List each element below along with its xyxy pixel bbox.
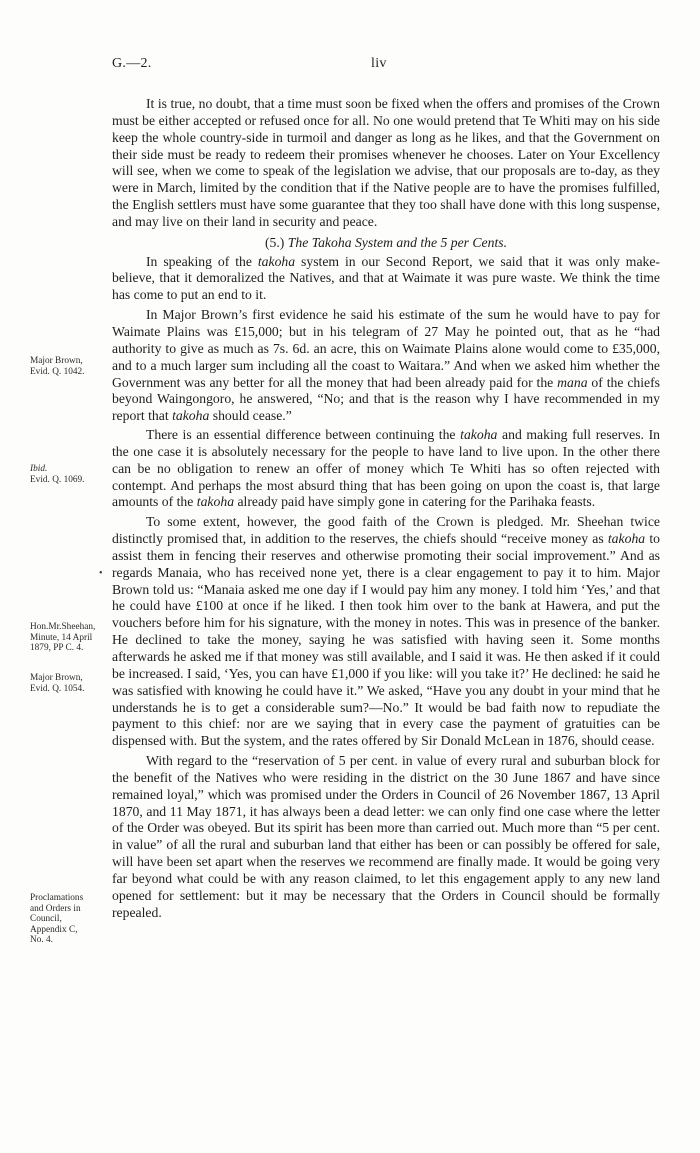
section-number: (5.) [264, 234, 285, 250]
text-run: In speaking of the [146, 253, 258, 269]
margin-note [30, 673, 110, 694]
italic-term: mana [557, 374, 588, 390]
text-run: already paid have simply gone in catering for the Parihaka feasts. [234, 494, 596, 510]
text-run: To some extent, however, the good faith of the Crown is pledged. Mr. Sheehan twice distinctly promised that, in addition to the reserves, the chiefs should “receive money as [112, 514, 660, 547]
margin-note [30, 893, 110, 946]
text-run: system in our Second Report, we said that it was only make-believe, that it demoralized the Natives, and that at Waimate it was pure waste. We think the time has come to put an end to it. [112, 253, 660, 303]
text-run: There is an essential difference between continuing the [146, 427, 461, 443]
stray-mark: • [99, 568, 103, 579]
margin-note [30, 622, 110, 654]
italic-term: takoha [196, 494, 235, 510]
margin-note-line: Council, [30, 914, 62, 924]
paragraph [112, 254, 660, 305]
paragraph [112, 307, 660, 425]
italic-term: takoha [607, 531, 646, 547]
text-run: to assist them in fencing their reserves and otherwise promoting their social improvement.” And as regards Manaia, who has received none yet, there is a clear engagement to pay it to him. Major Brown told us: “Manaia asked me one day if I would pay him any money. I told him ‘Yes,’ and that he could have £100 at once if he liked. I then took him over to the bank at Hawera, and put the vouchers before him for his signature, with the money in notes. This was in presence of the banker. He declined to take the money, saying he was satisfied with having seen it. Some months afterwards he asked me if that money was still available, and I said it was. He then asked if it could be increased. I said, ‘Yes, you can have £1,000 if you like: will you take it?’ He declined: he said he was satisfied with knowing he could have it.” We asked, “Have you any doubt in your mind that he understands he is to get a considerable sum?—No.” It would be bad faith now to repudiate the payment to this chief: nor are we saying that in every case the payment of gratuities can be dispensed with. But the system, and the rates offered by Sir Donald McLean in 1876, should cease. [112, 531, 660, 749]
text-run: of the chiefs beyond Waingongoro, he answered, “No; and that is the reason why I have recommended in my report that [112, 374, 660, 424]
margin-note-line: Evid. Q. 1042. [30, 366, 85, 377]
margin-note-line: Minute, 14 April [30, 632, 93, 643]
margin-note-line: and Orders in [30, 903, 81, 914]
margin-note-line: Ibid. [30, 464, 48, 474]
paragraph [112, 427, 660, 511]
italic-term: takoha [172, 408, 210, 424]
margin-note-line: Major Brown, [30, 356, 83, 366]
margin-note-line: No. 4. [30, 935, 53, 945]
italic-term: takoha [460, 427, 498, 443]
text-run: In Major Brown’s first evidence he said his estimate of the sum he would have to pay for Waimate Plains was £15,000; but in his telegram of 27 May he pointed out, that as he “had authority to give as much as 7s. 6d. an acre, this on Waimate Plains alone would come to £35,000, and to a much larger sum including all the coast to Waitara.” And when we asked him whether the Government was any better for all the money that had been already paid for the [112, 307, 660, 390]
text-run: should cease.” [209, 408, 292, 424]
margin-note-line: Hon.Mr.Sheehan, [30, 622, 96, 632]
margin-note [30, 356, 110, 377]
body-text [112, 96, 660, 923]
document-reference: G.—2. [112, 56, 152, 71]
margin-note [30, 464, 110, 485]
section-title: The Takoha System and the 5 per Cents. [287, 234, 508, 250]
margin-note-line: Evid. Q. 1054. [30, 683, 85, 694]
section-heading [112, 235, 660, 252]
margin-note-line: Major Brown, [30, 673, 83, 683]
paragraph: It is true, no doubt, that a time must soon be fixed when the offers and promises of the Crown must be either accepted or refused once for all. No one would pretend that Te Whiti may on his side keep the whole country-side in turmoil and danger as long as he likes, and that the Government on their side must be ready to redeem their promises whenever he chooses. Later on Your Excellency will see, when we come to speak of the legislation we advise, that our proposals are to-day, as they were in March, limited by the condition that if the Native people are to have the promises fulfilled, the English settlers must have some guarantee that they too shall have done with this long suspense, and may live on their land in security and peace. [112, 96, 660, 229]
margin-note-line: Appendix C, [30, 924, 78, 935]
margin-note-line: Evid. Q. 1069. [30, 474, 85, 485]
page-number: liv [371, 56, 387, 71]
margin-note-line: 1879, PP C. 4. [30, 643, 84, 653]
paragraph [112, 514, 660, 750]
text-run: and making full reserves. In the one case it is absolutely necessary for the people to have land to live upon. In the other there can be no obligation to renew an offer of money which Te Whiti has so often rejected with contempt. And perhaps the most absurd thing that has been going on upon the coast is, that large amounts of the [112, 427, 660, 510]
margin-note-line: Proclamations [30, 893, 84, 903]
paragraph: With regard to the “reservation of 5 per cent. in value of every rural and suburban block for the benefit of the Natives who were residing in the district on the 30 June 1867 and have since remained loyal,” which was promised under the Orders in Council of 26 November 1867, 13 April 1870, and 11 May 1871, it has always been a dead letter: we can only find one case where the letter of the Order was obeyed. But its spirit has been more than carried out. Much more than “5 per cent. in value” of all the rural and suburban land that either has been or can possibly be offered for sale, will have been set apart when the reserves we recommend are finally made. It would be going very far beyond what could be with any reason claimed, to let this engagement apply to any new land opened for settlement: but it may be necessary that the Orders in Council should be formally repealed. [112, 753, 660, 920]
italic-term: takoha [257, 253, 296, 269]
